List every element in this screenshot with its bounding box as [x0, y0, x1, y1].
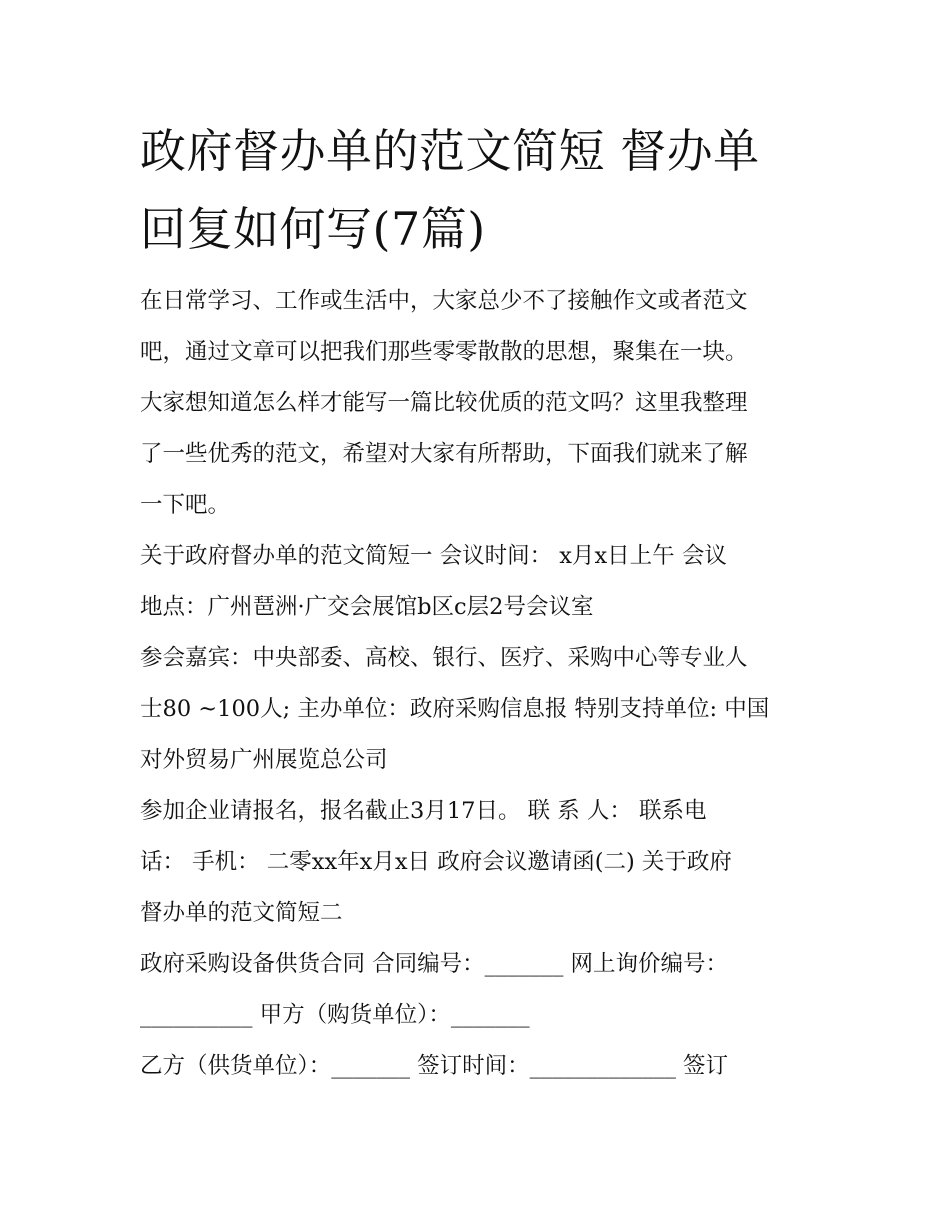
- body-line: 对外贸易广州展览总公司: [140, 747, 388, 773]
- body-line: 在日常学习、工作或生活中，大家总少不了接触作文或者范文: [140, 288, 748, 314]
- title-line: 回复如何写(7篇): [140, 202, 486, 256]
- body-line: 大家想知道怎么样才能写一篇比较优质的范文吗？这里我整理: [140, 390, 748, 416]
- body-line: 督办单的范文简短二: [140, 900, 343, 926]
- body-line: __________ 甲方（购货单位）：_______: [140, 1002, 530, 1028]
- body-line: 参加企业请报名，报名截止3月17日。 联 系 人： 联系电: [140, 798, 707, 824]
- body-line: 参会嘉宾：中央部委、高校、银行、医疗、采购中心等专业人: [140, 645, 748, 671]
- body-line: 士80 ~100人; 主办单位：政府采购信息报 特别支持单位: 中国: [140, 696, 770, 722]
- body-line: 地点：广州琶洲·广交会展馆b区c层2号会议室: [140, 594, 594, 620]
- body-line: 了一些优秀的范文，希望对大家有所帮助，下面我们就来了解: [140, 441, 748, 467]
- document-body: [140, 276, 820, 1092]
- document-title: [140, 112, 820, 268]
- body-line: 吧，通过文章可以把我们那些零零散散的思想，聚集在一块。: [140, 339, 748, 365]
- body-line: 话： 手机： 二零xx年x月x日 政府会议邀请函(二) 关于政府: [140, 849, 732, 875]
- body-line: 一下吧。: [140, 492, 231, 518]
- body-line: 政府采购设备供货合同 合同编号：_______ 网上询价编号：: [140, 951, 729, 977]
- body-line: 乙方（供货单位）：_______ 签订时间：_____________ 签订: [140, 1053, 729, 1079]
- title-line: 政府督办单的范文简短 督办单: [140, 124, 760, 178]
- body-line: 关于政府督办单的范文简短一 会议时间： x月x日上午 会议: [140, 543, 727, 569]
